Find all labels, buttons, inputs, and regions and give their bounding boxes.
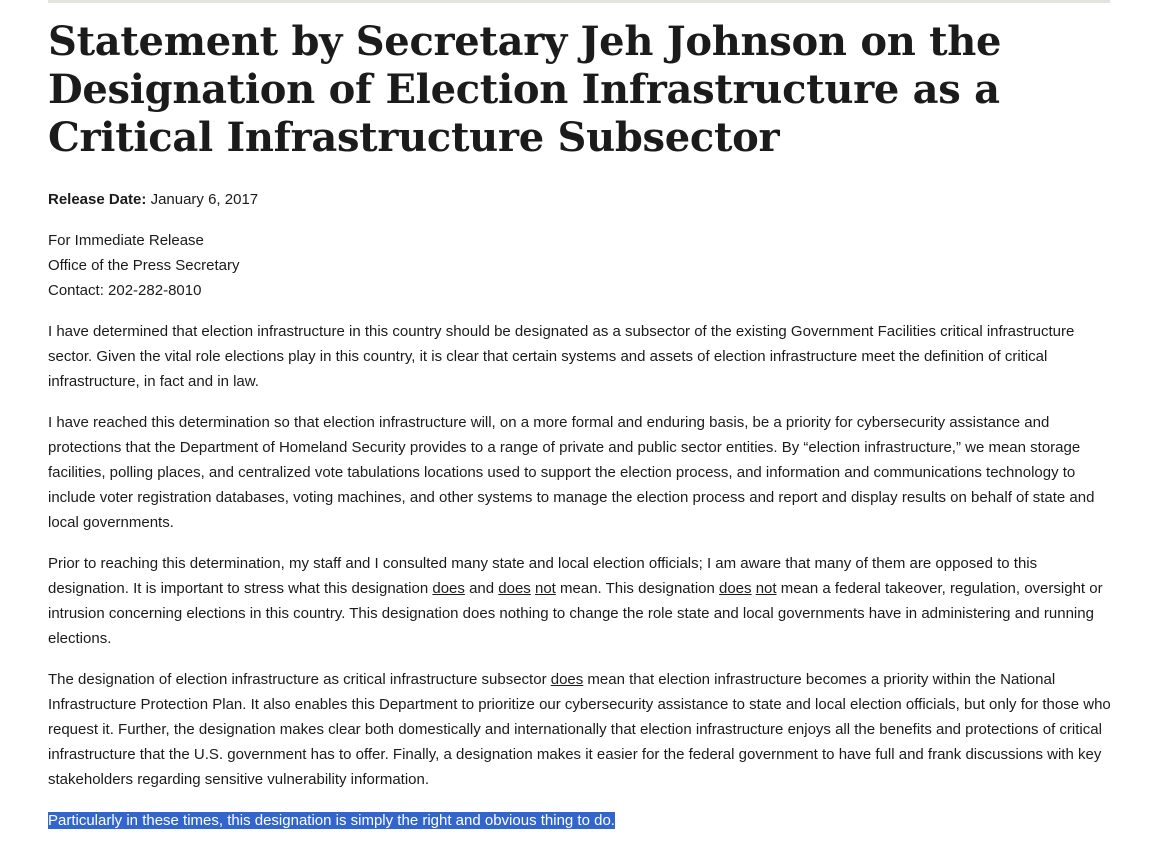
paragraph-4-text: The designation of election infrastructure as critical infrastructure subsector (48, 671, 551, 688)
release-date (48, 187, 1113, 212)
emphasis-does: does (719, 580, 752, 597)
emphasis-not: not (534, 580, 556, 597)
selected-text[interactable]: Particularly in these times, this designation is simply the right and obvious thing to do. (48, 812, 615, 829)
emphasis-does: does (550, 671, 584, 688)
press-release-article (48, 18, 1113, 833)
emphasis-does: does (498, 580, 531, 597)
paragraph-3 (48, 551, 1113, 651)
page-title: Statement by Secretary Jeh Johnson on the Designation of Election Infrastructure as a Critical Infrastructure Subsector (48, 18, 1002, 161)
release-type: For Immediate Release (48, 232, 204, 249)
emphasis-not: not (755, 580, 777, 597)
paragraph-5[interactable] (48, 808, 1113, 833)
top-divider (48, 0, 1110, 3)
paragraph-4 (48, 667, 1113, 792)
paragraph-4-text: mean that election infrastructure becomes a priority within the National Infrastructure Protection Plan. It also enables this Department to prioritize our cybersecurity assistance to state and local election officials, but only for those who request it. Further, the designation makes clear both domestically and internationally that election infrastructure enjoys all the benefits and protections of critical infrastructure that the U.S. government has to offer. Finally, a designation makes it easier for the federal government to have full and frank discussions with key stakeholders regarding sensitive vulnerability information. (48, 671, 1111, 788)
paragraph-2: I have reached this determination so that election infrastructure will, on a more formal and enduring basis, be a priority for cybersecurity assistance and protections that the Department of Homeland Security provides to a range of private and public sector entities. By “election infrastructure,” we mean storage facilities, polling places, and centralized vote tabulations locations used to support the election process, and information and communications technology to include voter registration databases, voting machines, and other systems to manage the election process and report and display results on behalf of state and local governments. (48, 414, 1095, 531)
paragraph-3-text: mean a federal takeover, regulation, oversight or intrusion concerning elections in this country. This designation does nothing to change the role state and local governments have in administering and running elections. (48, 580, 1103, 647)
paragraph-3-text: and (464, 580, 499, 597)
paragraph-1: I have determined that election infrastructure in this country should be designated as a subsector of the existing Government Facilities critical infrastructure sector. Given the vital role elections play in this country, it is clear that certain systems and assets of election infrastructure meet the definition of critical infrastructure, in fact and in law. (48, 323, 1075, 390)
release-date-value: January 6, 2017 (150, 191, 259, 208)
paragraph-3-text: Prior to reaching this determination, my staff and I consulted many state and local election officials; I am aware that many of them are opposed to this designation. It is important to stress what this designation (48, 555, 1038, 597)
contact-phone: Contact: 202-282-8010 (48, 282, 202, 299)
office-name: Office of the Press Secretary (48, 257, 240, 274)
paragraph-3-text: mean. This designation (555, 580, 719, 597)
emphasis-does: does (432, 580, 465, 597)
release-date-label: Release Date: (48, 191, 147, 208)
press-contact-block (48, 228, 1113, 303)
